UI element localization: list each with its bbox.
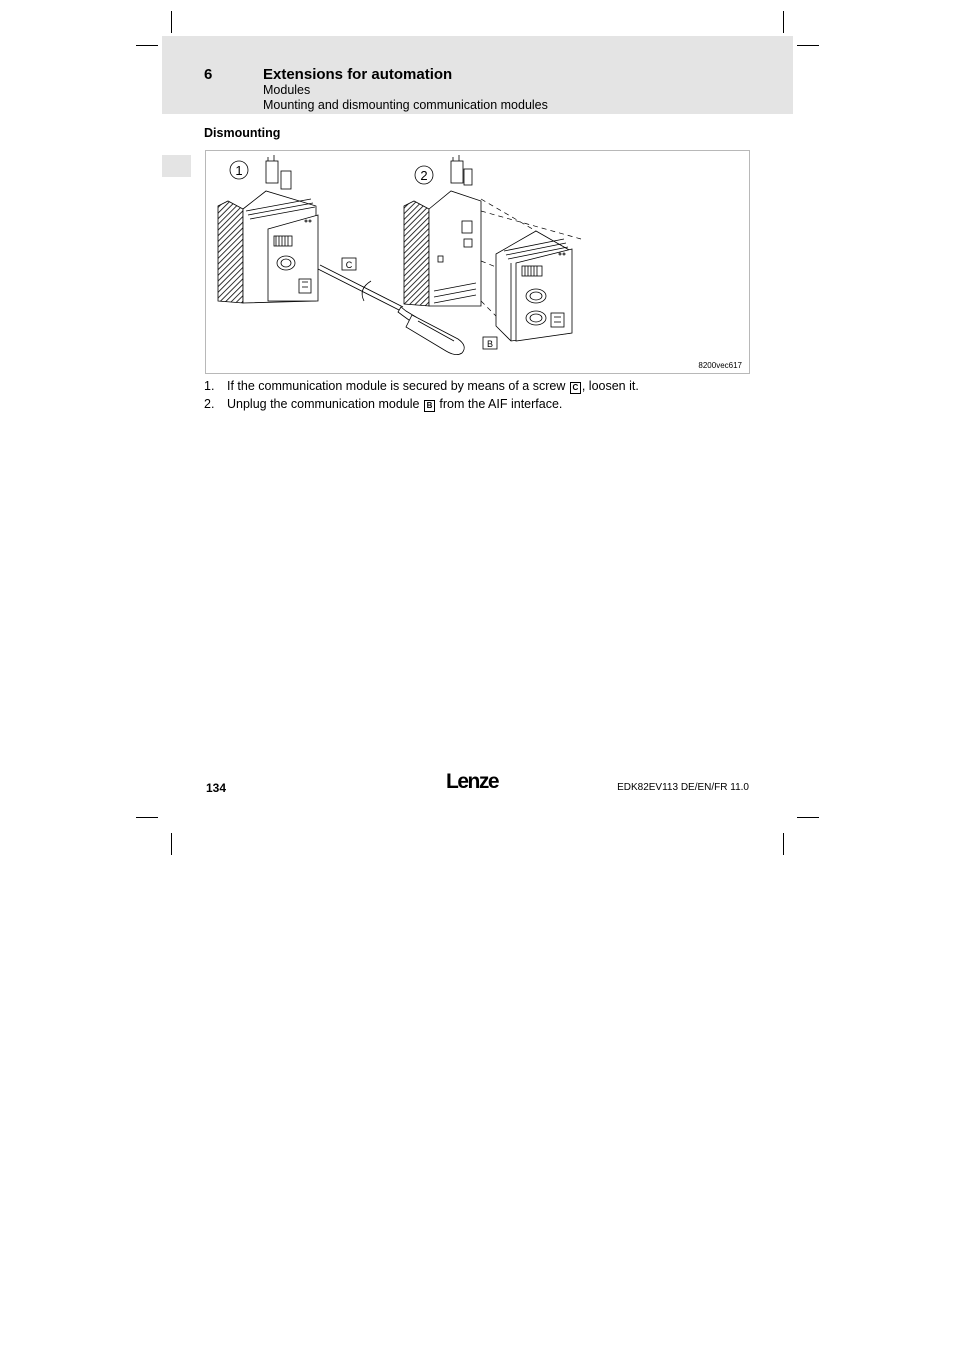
chapter-subtitle-2: Mounting and dismounting communication modules bbox=[263, 98, 548, 112]
label-c bbox=[342, 258, 356, 270]
callout-2 bbox=[415, 166, 433, 184]
dismount-figure bbox=[205, 150, 750, 374]
crop-mark bbox=[783, 11, 784, 33]
step-text: If the communication module is secured by means of a screw C , loosen it. bbox=[227, 379, 639, 393]
callout-1 bbox=[230, 161, 248, 179]
figure-code: 8200vec617 bbox=[698, 361, 742, 370]
side-tab bbox=[162, 155, 191, 177]
key-c-icon: C bbox=[570, 382, 581, 394]
svg-text:C: C bbox=[345, 260, 353, 270]
step-number: 2. bbox=[204, 397, 215, 411]
document-id: EDK82EV113 DE/EN/FR 11.0 bbox=[617, 782, 749, 793]
dismount-steps bbox=[204, 377, 639, 413]
communication-module bbox=[496, 231, 572, 341]
dismount-illustration bbox=[206, 151, 751, 375]
step-item bbox=[204, 377, 639, 395]
svg-text:1: 1 bbox=[235, 163, 243, 178]
chapter-subtitle: Modules bbox=[263, 83, 311, 97]
step-text: Unplug the communication module B from the AIF interface. bbox=[227, 397, 563, 411]
crop-mark bbox=[171, 11, 172, 33]
crop-mark bbox=[136, 817, 158, 818]
crop-mark bbox=[171, 833, 172, 855]
chapter-title: Extensions for automation bbox=[263, 66, 453, 83]
lenze-logo: Lenze bbox=[446, 770, 499, 793]
crop-mark bbox=[783, 833, 784, 855]
step-item bbox=[204, 395, 639, 413]
chapter-number: 6 bbox=[204, 66, 213, 83]
crop-mark bbox=[797, 817, 819, 818]
section-heading: Dismounting bbox=[204, 126, 281, 140]
step-number: 1. bbox=[204, 379, 215, 393]
key-b-icon: B bbox=[424, 400, 435, 412]
svg-text:2: 2 bbox=[420, 168, 428, 183]
svg-text:B: B bbox=[486, 339, 494, 349]
label-b bbox=[483, 337, 497, 349]
page-number: 134 bbox=[206, 781, 227, 795]
crop-mark bbox=[797, 45, 819, 46]
crop-mark bbox=[136, 45, 158, 46]
